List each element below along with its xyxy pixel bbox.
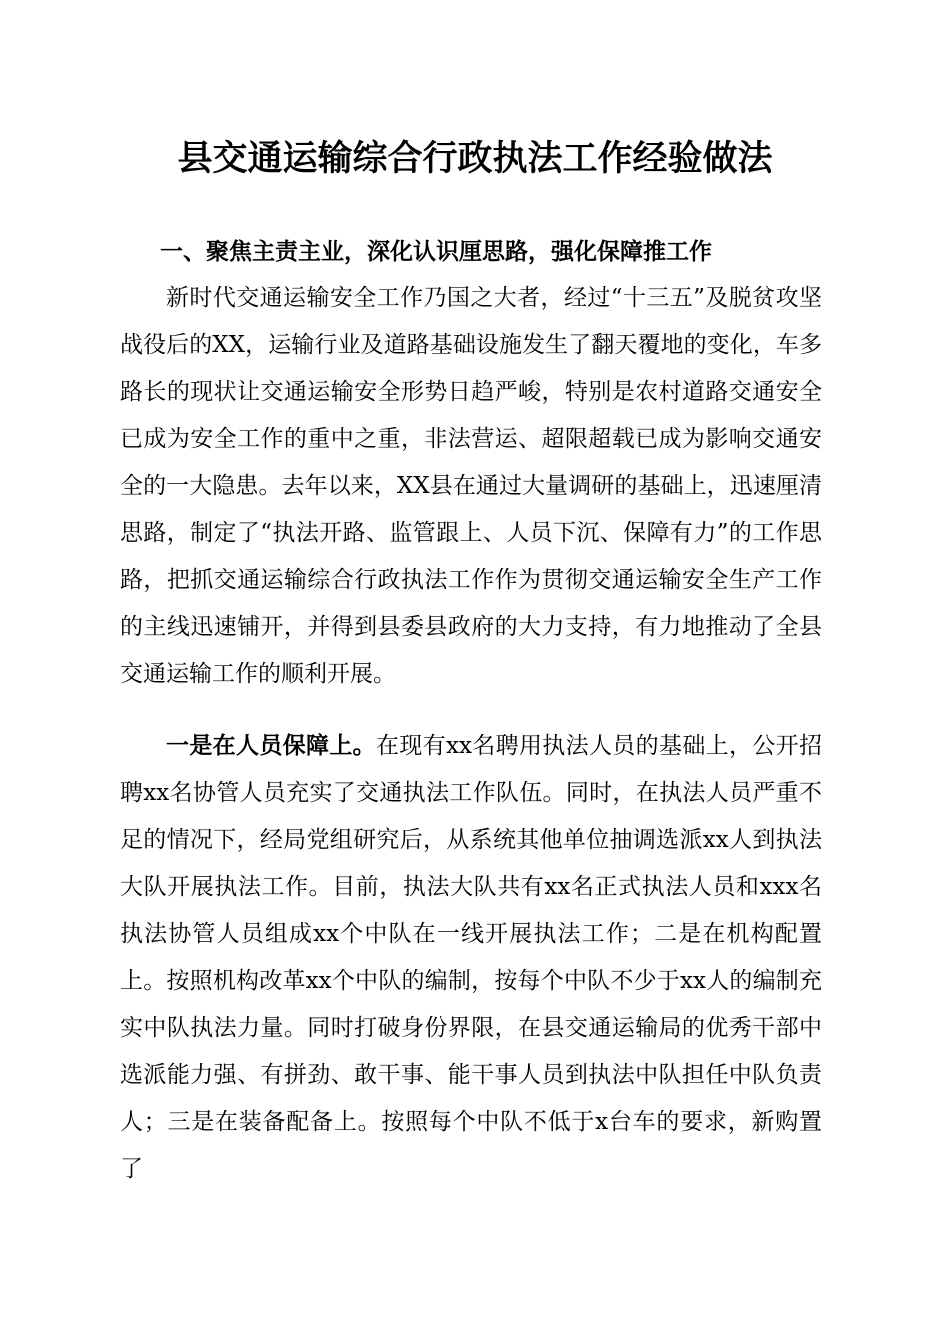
document-title: 县交通运输综合行政执法工作经验做法 <box>177 138 773 179</box>
paragraph-body-text: 在现有xx名聘用执法人员的基础上，公开招聘xx名协管人员充实了交通执法工作队伍。同时，在执法人员严重不足的情况下，经局党组研究后，从系统其他单位抽调选派xx人到执法大队开展执法工作。目前，执法大队共有xx名正式执法人员和xxx名执法协管人员组成xx个中队在一线开展执法工作；二是在机构配置上。按照机构改革xx个中队的编制，按每个中队不少于xx人的编制充实中队执法力量。同时打破身份界限，在县交通运输局的优秀干部中选派能力强、有拼劲、敢干事、能干事人员到执法中队担任中队负责人；三是在装备配备上。按照每个中队不低于x台车的要求，新购置了 <box>120 733 822 1182</box>
body-paragraph: 新时代交通运输安全工作乃国之大者，经过“十三五”及脱贫攻坚战役后的XX，运输行业及道路基础设施发生了翻天覆地的变化，车多路长的现状让交通运输安全形势日趋严峻，特别是农村道路交通安全已成为安全工作的重中之重，非法营运、超限超载已成为影响交通安全的一大隐患。去年以来，XX县在通过大量调研的基础上，迅速厘清思路，制定了“执法开路、监管跟上、人员下沉、保障有力”的工作思路，把抓交通运输综合行政执法工作作为贯彻交通运输安全生产工作的主线迅速铺开，并得到县委县政府的大力支持，有力地推动了全县交通运输工作的顺利开展。 <box>120 285 822 687</box>
paragraph-lead-text: 一是在人员保障上。 <box>166 732 377 759</box>
section-heading: 一、聚焦主责主业，深化认识厘思路，强化保障推工作 <box>160 239 712 265</box>
body-paragraph <box>120 722 822 1193</box>
